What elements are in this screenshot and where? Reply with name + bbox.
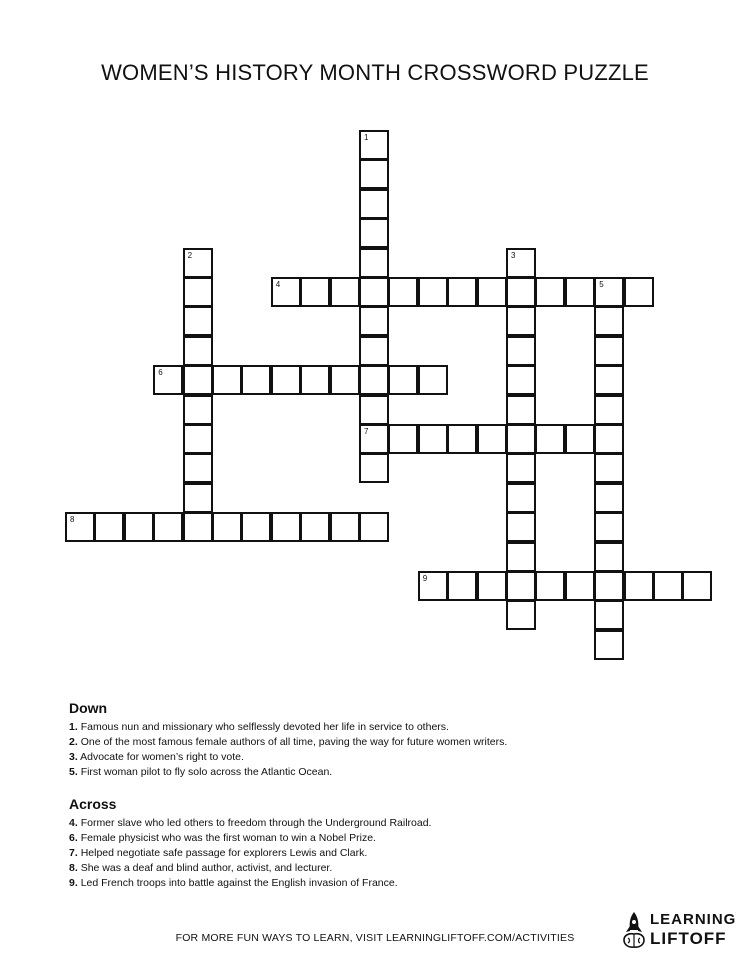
crossword-cell[interactable]	[535, 424, 565, 454]
crossword-cell[interactable]	[506, 365, 536, 395]
logo-line-1: LEARNING	[650, 911, 737, 928]
clue-across-9	[69, 876, 709, 891]
clue-text: Female physicist who was the first woman to win a Nobel Prize.	[80, 832, 376, 844]
clue-across-4	[69, 816, 709, 831]
crossword-cell[interactable]	[653, 571, 683, 601]
clue-text: Advocate for women’s right to vote.	[80, 751, 244, 763]
crossword-cell[interactable]	[506, 424, 536, 454]
logo-line-2: LIFTOFF	[650, 929, 727, 948]
clue-number: 2.	[69, 736, 78, 748]
crossword-cell[interactable]	[300, 365, 330, 395]
crossword-cell[interactable]	[359, 277, 389, 307]
crossword-cell[interactable]	[594, 306, 624, 336]
crossword-cell[interactable]	[124, 512, 154, 542]
crossword-cell[interactable]	[212, 365, 242, 395]
crossword-cell[interactable]	[594, 630, 624, 660]
crossword-cell[interactable]	[330, 512, 360, 542]
crossword-cell[interactable]	[300, 512, 330, 542]
crossword-cell[interactable]	[682, 571, 712, 601]
crossword-cell[interactable]	[477, 424, 507, 454]
clue-down-1	[69, 720, 709, 735]
clue-number-label: 3	[511, 250, 516, 260]
clue-down-2	[69, 735, 709, 750]
clue-number-label: 9	[422, 574, 428, 583]
crossword-cell[interactable]	[183, 306, 213, 336]
crossword-cell[interactable]	[565, 424, 595, 454]
crossword-cell[interactable]	[359, 336, 389, 366]
clue-number: 7.	[69, 847, 78, 859]
crossword-cell[interactable]	[418, 424, 448, 454]
crossword-cell[interactable]	[594, 483, 624, 513]
crossword-cell[interactable]	[594, 424, 624, 454]
crossword-cell[interactable]	[183, 277, 213, 307]
crossword-cell[interactable]	[506, 248, 536, 278]
crossword-cell[interactable]	[594, 600, 624, 630]
crossword-cell[interactable]	[565, 277, 595, 307]
crossword-cell[interactable]	[359, 512, 389, 542]
crossword-cell[interactable]	[183, 365, 213, 395]
learning-liftoff-logo	[620, 910, 737, 950]
crossword-cell[interactable]	[271, 512, 301, 542]
crossword-cell[interactable]	[388, 365, 418, 395]
clue-number-label: 2	[187, 250, 193, 260]
crossword-cell[interactable]	[418, 365, 448, 395]
crossword-cell[interactable]	[153, 365, 183, 395]
crossword-cell[interactable]	[330, 277, 360, 307]
crossword-cell[interactable]	[183, 336, 213, 366]
clue-number: 3.	[69, 751, 78, 763]
crossword-cell[interactable]	[241, 365, 271, 395]
down-heading: Down	[69, 700, 108, 716]
crossword-cell[interactable]	[359, 306, 389, 336]
crossword-cell[interactable]	[594, 542, 624, 572]
clue-down-3	[69, 750, 709, 765]
crossword-cell[interactable]	[594, 277, 624, 307]
crossword-cell[interactable]	[183, 248, 213, 278]
clue-number: 5.	[69, 766, 78, 778]
clue-text: Famous nun and missionary who selflessly devoted her life in service to others.	[80, 721, 449, 733]
crossword-cell[interactable]	[359, 159, 389, 189]
crossword-cell[interactable]	[506, 600, 536, 630]
clue-number: 6.	[69, 832, 78, 844]
crossword-cell[interactable]	[359, 130, 389, 160]
crossword-cell[interactable]	[594, 336, 624, 366]
clue-number: 9.	[69, 877, 78, 889]
clue-text: Led French troops into battle against the English invasion of France.	[80, 877, 398, 889]
rocket-brain-icon	[620, 910, 648, 950]
crossword-cell[interactable]	[624, 277, 654, 307]
crossword-cell[interactable]	[330, 365, 360, 395]
clue-number-label: 4	[275, 280, 281, 289]
crossword-cell[interactable]	[447, 424, 477, 454]
crossword-cell[interactable]	[506, 483, 536, 513]
crossword-cell[interactable]	[183, 512, 213, 542]
crossword-cell[interactable]	[153, 512, 183, 542]
across-clues	[69, 796, 709, 891]
clue-number-label: 6	[158, 368, 163, 378]
crossword-cell[interactable]	[594, 571, 624, 601]
clue-number-label: 5	[599, 280, 604, 289]
crossword-cell[interactable]	[183, 395, 213, 425]
clue-number-label: 1	[364, 133, 369, 142]
crossword-cell[interactable]	[506, 571, 536, 601]
clue-number: 8.	[69, 862, 78, 874]
crossword-cell[interactable]	[212, 512, 242, 542]
crossword-cell[interactable]	[418, 571, 448, 601]
crossword-cell[interactable]	[241, 512, 271, 542]
crossword-cell[interactable]	[271, 277, 301, 307]
crossword-cell[interactable]	[594, 512, 624, 542]
crossword-cell[interactable]	[359, 248, 389, 278]
clue-number-label: 8	[70, 515, 75, 525]
crossword-cell[interactable]	[506, 336, 536, 366]
crossword-cell[interactable]	[271, 365, 301, 395]
crossword-cell[interactable]	[359, 189, 389, 219]
clue-text: First woman pilot to fly solo across the Atlantic Ocean.	[80, 766, 333, 778]
crossword-cell[interactable]	[594, 395, 624, 425]
crossword-cell[interactable]	[506, 277, 536, 307]
crossword-cell[interactable]	[359, 365, 389, 395]
clue-across-7	[69, 846, 709, 861]
crossword-cell[interactable]	[535, 571, 565, 601]
clue-down-5	[69, 765, 709, 780]
crossword-cell[interactable]	[300, 277, 330, 307]
crossword-cell[interactable]	[594, 365, 624, 395]
crossword-cell[interactable]	[506, 453, 536, 483]
footer-text: FOR MORE FUN WAYS TO LEARN, VISIT LEARNINGLIFTOFF.COM/ACTIVITIES	[175, 932, 575, 944]
clue-number-label: 7	[364, 427, 369, 436]
crossword-cell[interactable]	[359, 424, 389, 454]
down-clues	[69, 700, 709, 780]
crossword-cell[interactable]	[65, 512, 95, 542]
crossword-cell[interactable]	[447, 571, 477, 601]
crossword-cell[interactable]	[359, 453, 389, 483]
clue-text: She was a deaf and blind author, activist, and lecturer.	[80, 862, 333, 874]
clue-number: 4.	[69, 817, 78, 829]
crossword-cell[interactable]	[506, 542, 536, 572]
crossword-cell[interactable]	[477, 571, 507, 601]
clue-across-8	[69, 861, 709, 876]
crossword-cell[interactable]	[388, 424, 418, 454]
crossword-cell[interactable]	[506, 512, 536, 542]
crossword-cell[interactable]	[183, 483, 213, 513]
crossword-cell[interactable]	[359, 395, 389, 425]
crossword-cell[interactable]	[535, 277, 565, 307]
crossword-cell[interactable]	[624, 571, 654, 601]
crossword-cell[interactable]	[94, 512, 124, 542]
crossword-cell[interactable]	[594, 453, 624, 483]
crossword-cell[interactable]	[506, 306, 536, 336]
clue-text: Former slave who led others to freedom through the Underground Railroad.	[80, 817, 432, 829]
across-heading: Across	[69, 796, 117, 812]
crossword-cell[interactable]	[506, 395, 536, 425]
page-title: WOMEN’S HISTORY MONTH CROSSWORD PUZZLE	[101, 60, 649, 85]
crossword-cell[interactable]	[388, 277, 418, 307]
crossword-cell[interactable]	[447, 277, 477, 307]
crossword-cell[interactable]	[183, 424, 213, 454]
clue-text: One of the most famous female authors of all time, paving the way for future women writers.	[80, 736, 508, 748]
crossword-cell[interactable]	[183, 453, 213, 483]
crossword-cell[interactable]	[477, 277, 507, 307]
crossword-cell[interactable]	[359, 218, 389, 248]
crossword-cell[interactable]	[565, 571, 595, 601]
clue-text: Helped negotiate safe passage for explorers Lewis and Clark.	[80, 847, 368, 859]
crossword-cell[interactable]	[418, 277, 448, 307]
clue-across-6	[69, 831, 709, 846]
clue-number: 1.	[69, 721, 78, 733]
